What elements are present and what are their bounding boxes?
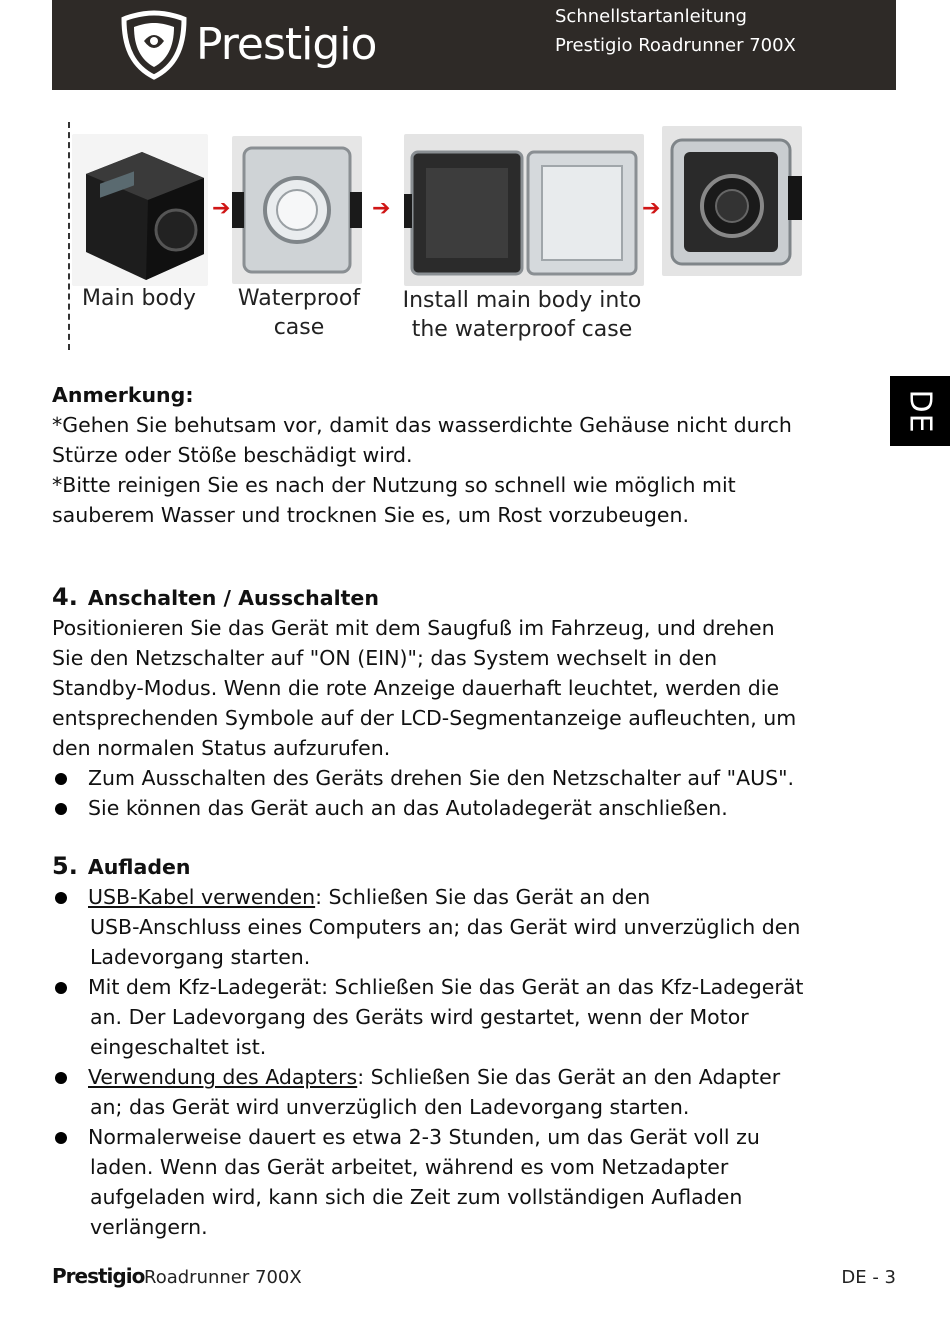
brand-logo bbox=[118, 9, 376, 81]
red-arrow-right-icon: ➔ bbox=[642, 196, 661, 221]
paragraph-line: Sie den Netzschalter auf "ON (EIN)"; das System wechselt in den bbox=[52, 646, 718, 670]
installation-illustration bbox=[66, 122, 806, 352]
list-item: USB-Kabel verwenden: Schließen Sie das Gerät an den USB-Anschluss eines Computers an; das Gerät wird unverzüglich den Ladevorgang starten. bbox=[52, 882, 872, 972]
page-number: DE - 3 bbox=[841, 1267, 896, 1288]
list-item: Mit dem Kfz-Ladegerät: Schließen Sie das Gerät an das Kfz-Ladegerät an. Der Ladevorgang des Geräts wird gestartet, wenn der Motor eingeschaltet ist. bbox=[52, 972, 872, 1062]
list-item: Verwendung des Adapters: Schließen Sie das Gerät an den Adapter an; das Gerät wird unverzüglich den Ladevorgang starten. bbox=[52, 1062, 872, 1122]
note-line: Stürze oder Stöße beschädigt wird. bbox=[52, 443, 413, 467]
waterproof-case-photo bbox=[232, 136, 362, 284]
section-title: Anschalten / Ausschalten bbox=[87, 586, 379, 610]
note-line: *Bitte reinigen Sie es nach der Nutzung so schnell wie möglich mit bbox=[52, 473, 736, 497]
list-item: Normalerweise dauert es etwa 2-3 Stunden, um das Gerät voll zu laden. Wenn das Gerät arbeitet, während es vom Netzadapter aufgeladen wird, kann sich die Zeit zum vollständigen Aufladen verlängern. bbox=[52, 1122, 872, 1242]
camera-main-body-photo bbox=[72, 134, 208, 286]
bullet-icon bbox=[55, 803, 67, 815]
caption-install: Install main body into the waterproof case bbox=[402, 288, 642, 342]
paragraph-line: den normalen Status aufzurufen. bbox=[52, 736, 391, 760]
language-tab bbox=[890, 376, 950, 446]
list-item: Zum Ausschalten des Geräts drehen Sie den Netzschalter auf "AUS". bbox=[52, 763, 872, 793]
bullet-icon bbox=[55, 773, 67, 785]
note-line: *Gehen Sie behutsam vor, damit das wasserdichte Gehäuse nicht durch bbox=[52, 413, 792, 437]
red-arrow-right-icon: ➔ bbox=[372, 196, 391, 221]
brand-name: Prestigio bbox=[196, 19, 377, 70]
section-heading-charging bbox=[52, 851, 872, 882]
prestigio-shield-icon bbox=[118, 9, 190, 81]
adapter-term: Verwendung des Adapters bbox=[88, 1065, 358, 1089]
list-item: Sie können das Gerät auch an das Autoladegerät anschließen. bbox=[52, 793, 872, 823]
bullet-icon bbox=[55, 1072, 67, 1084]
bullet-icon bbox=[55, 892, 67, 904]
section-heading-power bbox=[52, 582, 872, 613]
note-line: sauberem Wasser und trocknen Sie es, um Rost vorzubeugen. bbox=[52, 503, 690, 527]
dashed-divider bbox=[68, 122, 70, 350]
footer-brand-logo: Prestigio bbox=[52, 1264, 145, 1288]
bullet-icon bbox=[55, 1132, 67, 1144]
bullet-icon bbox=[55, 982, 67, 994]
paragraph-line: entsprechenden Symbole auf der LCD-Segmentanzeige aufleuchten, um bbox=[52, 706, 797, 730]
section-number: 5. bbox=[52, 852, 78, 880]
page-content bbox=[52, 380, 872, 1242]
header-product: Prestigio Roadrunner 700X bbox=[555, 35, 796, 56]
footer-model: Roadrunner 700X bbox=[144, 1267, 302, 1288]
caption-waterproof-case: Waterproof case bbox=[237, 286, 361, 340]
language-tab-label: DE bbox=[902, 388, 938, 434]
page-footer bbox=[52, 1262, 896, 1294]
header-doc-type: Schnellstartanleitung bbox=[555, 6, 747, 27]
section-number: 4. bbox=[52, 583, 78, 611]
note-title: Anmerkung: bbox=[52, 383, 194, 407]
red-arrow-right-icon: ➔ bbox=[212, 196, 231, 221]
usb-cable-term: USB-Kabel verwenden bbox=[88, 885, 316, 909]
paragraph-line: Standby-Modus. Wenn die rote Anzeige dauerhaft leuchtet, werden die bbox=[52, 676, 780, 700]
header-title bbox=[555, 2, 796, 60]
section-title: Aufladen bbox=[87, 855, 191, 879]
paragraph-line: Positionieren Sie das Gerät mit dem Saugfuß im Fahrzeug, und drehen bbox=[52, 616, 775, 640]
install-into-case-photo bbox=[404, 134, 644, 286]
page-header bbox=[52, 0, 896, 90]
assembled-camera-photo bbox=[662, 126, 802, 276]
caption-main-body: Main body bbox=[82, 286, 196, 311]
